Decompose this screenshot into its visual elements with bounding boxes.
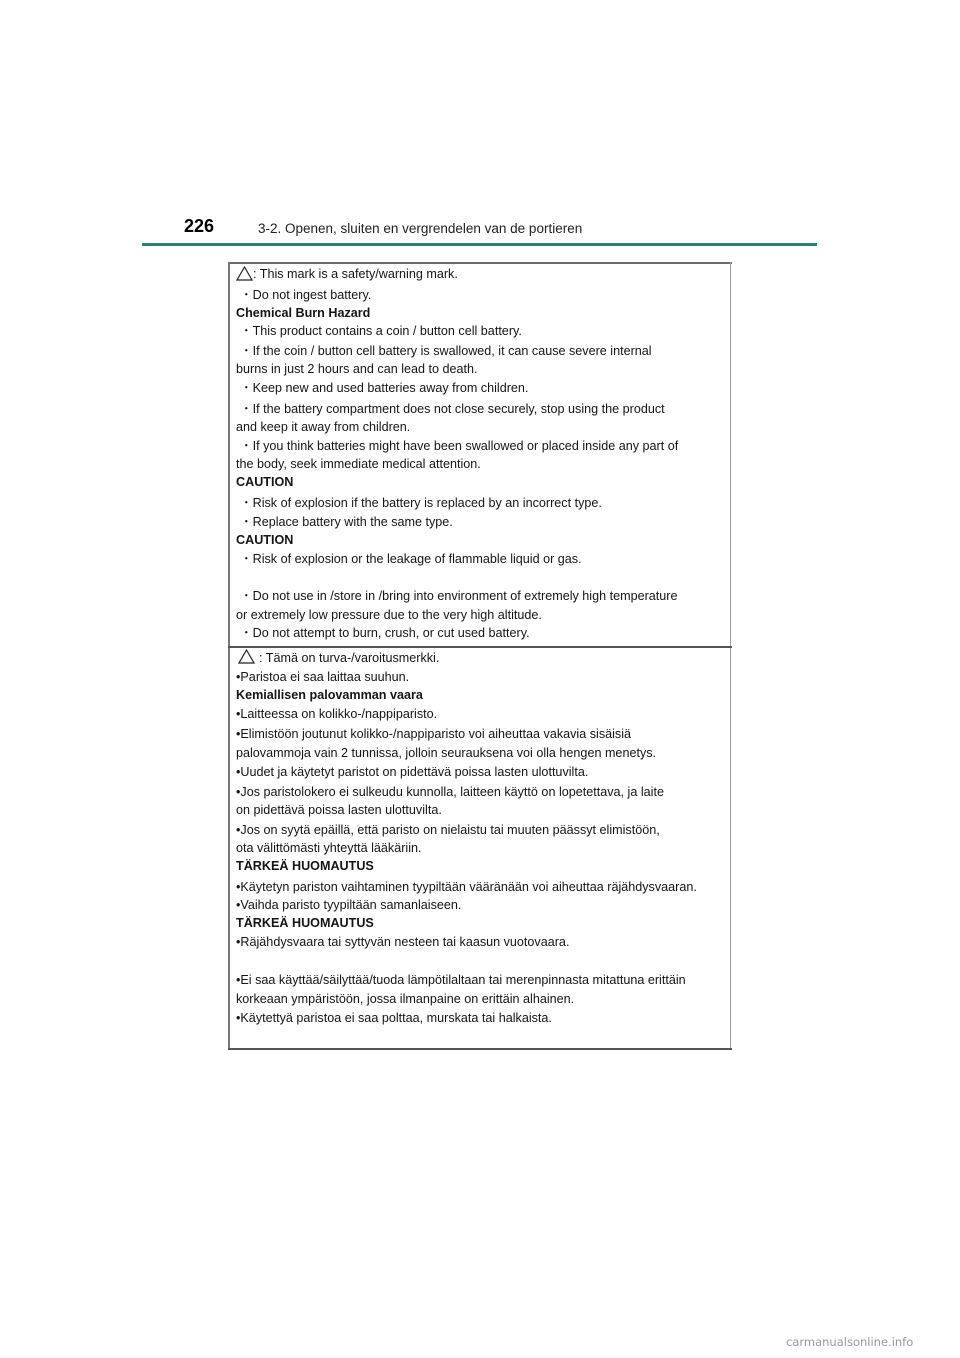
label-line: •Ei saa käyttää/säilyttää/tuoda lämpötilaltaan tai merenpinnasta mitattuna erittäin (236, 973, 686, 987)
label-heading: Chemical Burn Hazard (236, 306, 371, 320)
warning-mark-text: : This mark is a safety/warning mark. (253, 267, 458, 281)
label-line: •Elimistöön joutunut kolikko-/nappiparisto voi aiheuttaa vakavia sisäisiä (236, 727, 632, 741)
label-line: palovammoja vain 2 tunnissa, jolloin seurauksena voi olla hengen menetys. (236, 746, 657, 760)
label-heading: Kemiallisen palovamman vaara (236, 688, 423, 702)
label-line: ・If the coin / button cell battery is swallowed, it can cause severe internal (240, 344, 652, 358)
page-number: 226 (184, 216, 215, 236)
label-line: •Jos on syytä epäillä, että paristo on nielaistu tai muuten päässyt elimistöön, (236, 823, 660, 837)
warning-triangle-icon (238, 649, 255, 664)
warning-triangle-icon (236, 266, 253, 281)
label-line: ・Replace battery with the same type. (240, 515, 453, 529)
label-line: •Käytettyä paristoa ei saa polttaa, murskata tai halkaista. (236, 1011, 552, 1025)
label-line: ・Risk of explosion if the battery is replaced by an incorrect type. (240, 496, 602, 510)
label-line: ・Risk of explosion or the leakage of flammable liquid or gas. (240, 552, 582, 566)
label-line: ・Do not attempt to burn, crush, or cut used battery. (240, 626, 530, 640)
label-line: the body, seek immediate medical attention. (236, 457, 481, 471)
label-line: or extremely low pressure due to the very high altitude. (236, 608, 542, 622)
label-line: •Vaihda paristo tyypiltään samanlaiseen. (236, 898, 462, 912)
header-rule (142, 243, 817, 246)
label-line: ・This product contains a coin / button cell battery. (240, 324, 522, 338)
label-border-right (730, 262, 731, 1050)
page-header (0, 0, 960, 250)
label-heading: TÄRKEÄ HUOMAUTUS (236, 916, 374, 930)
label-line: burns in just 2 hours and can lead to death. (236, 362, 478, 376)
battery-warning-label (228, 262, 732, 1050)
section-title: 3-2. Openen, sluiten en vergrendelen van de portieren (258, 221, 583, 236)
label-line: •Uudet ja käytetyt paristot on pidettävä poissa lasten ulottuvilta. (236, 765, 589, 779)
label-line: •Laitteessa on kolikko-/nappiparisto. (236, 707, 438, 721)
label-line: ota välittömästi yhteyttä lääkäriin. (236, 841, 422, 855)
label-divider (228, 646, 732, 648)
label-line: ・If the battery compartment does not close securely, stop using the product (240, 402, 665, 416)
label-line: •Räjähdysvaara tai syttyvän nesteen tai kaasun vuotovaara. (236, 935, 570, 949)
label-heading: CAUTION (236, 533, 294, 547)
label-line: •Jos paristolokero ei sulkeudu kunnolla, laitteen käyttö on lopetettava, ja laite (236, 785, 664, 799)
label-line: ・Keep new and used batteries away from children. (240, 381, 529, 395)
label-line: and keep it away from children. (236, 420, 411, 434)
label-line: ・Do not ingest battery. (240, 288, 372, 302)
label-line: ・If you think batteries might have been swallowed or placed inside any part of (240, 439, 679, 453)
label-line: ・Do not use in /store in /bring into environment of extremely high temperature (240, 589, 678, 603)
label-border-top (228, 262, 732, 264)
label-line: korkeaan ympäristöön, jossa ilmanpaine on erittäin alhainen. (236, 992, 575, 1006)
warning-mark-text: : Tämä on turva-/varoitusmerkki. (259, 651, 440, 665)
label-line: •Käytetyn pariston vaihtaminen tyypiltään vääränään voi aiheuttaa räjähdysvaaran. (236, 880, 697, 894)
label-border-left (228, 262, 230, 1050)
label-line: •Paristoa ei saa laittaa suuhun. (236, 670, 410, 684)
label-border-bottom (228, 1048, 732, 1050)
watermark[interactable]: carmanualsonline.info (786, 1335, 914, 1349)
label-line: on pidettävä poissa lasten ulottuvilta. (236, 803, 442, 817)
label-heading: TÄRKEÄ HUOMAUTUS (236, 859, 374, 873)
label-heading: CAUTION (236, 475, 294, 489)
